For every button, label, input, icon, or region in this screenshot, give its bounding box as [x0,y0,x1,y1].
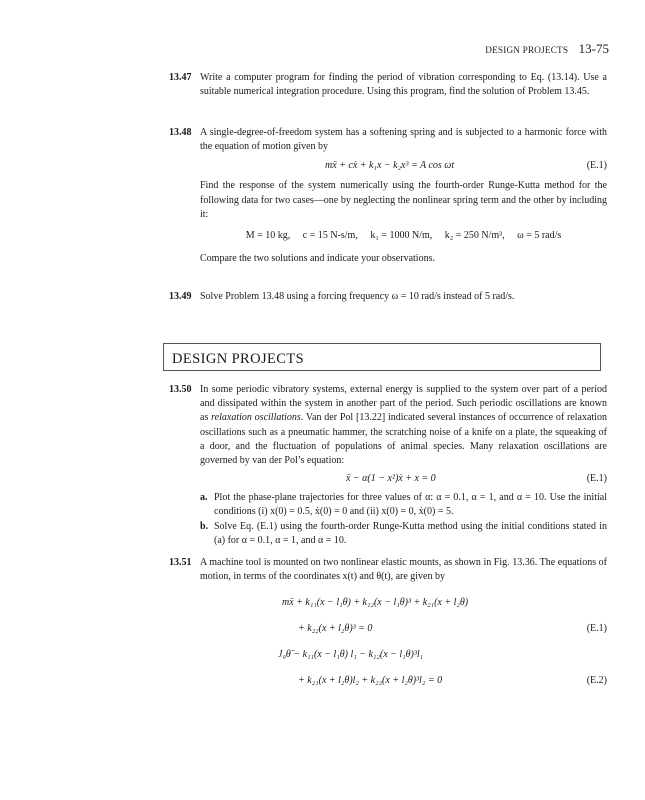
equation: mẍ + cẋ + k₁x − k₂x³ = A cos ωt [325,160,455,172]
problem-closing: Compare the two solutions and indicate your observations. [200,253,435,265]
problem-text: A machine tool is mounted on two nonlinear elastic mounts, as shown in Fig. 13.36. The equations of motion, in terms of the coordinates x(t) and θ(t), are given by [200,557,607,583]
list-item-a [200,491,607,519]
problem-number: 13.50 [169,384,192,395]
equation-1-line-1: mẍ + k₁₁(x − l₁θ) + k₁₂(x − l₁θ)³ + k₂₁(x + l₂θ) [282,597,469,609]
text-after: . Van der Pol [13.22] indicated several instances of occurrence of relaxation oscillations such as a pneumatic hammer, the scratching noise of a knife on a plate, the squeaking of a door, and the fluctuation of populations of animal species. Many relaxation oscillations are governed by van der Pol’s equation: [200,412,607,466]
problem-instructions: Find the response of the system numerically using the fourth-order Runge-Kutta method for the following data for two cases—one by neglecting the nonlinear spring term and the other by including it: [200,180,607,220]
problem-number: 13.48 [169,127,192,138]
equation-number: (E.2) [586,675,607,687]
list-text: Plot the phase-plane trajectories for three values of α: α = 0.1, α = 1, and α = 10. Use the initial conditions (i) x(0) = 0.5, ẋ(0) = 0 and (ii) x(0) = 0, ẋ(0) = 5. [214,492,607,518]
equation-row [200,472,607,487]
data-mass: M = 10 kg, [245,229,291,241]
problem-text: Write a computer program for finding the period of vibration corresponding to Eq. (13.14). Use a suitable numerical integration procedure. Using this program, find the solution of Problem 13.45. [200,72,607,98]
section-title: DESIGN PROJECTS [172,351,305,367]
equation-row [200,648,607,663]
list-item-b [200,520,607,548]
equation-2-line-2: + k₂₁(x + l₂θ)l₂ + k₂₂(x + l₂θ)³l₂ = 0 [298,675,443,687]
problem-13-48 [169,126,607,266]
equation-row [200,622,607,637]
text-before: In some periodic vibratory systems, external energy is supplied to the system over part of a period and dissipated within the system in another part of the period. Such periodic oscillations are known as [200,384,607,424]
equation-row [200,596,607,611]
page-header [0,40,609,58]
data-omega: ω = 5 rad/s [517,229,562,241]
equation-row [200,159,607,174]
problem-13-51 [169,556,607,689]
given-data [200,229,607,243]
equation-1-line-2: + k₂₂(x + l₂θ)³ = 0 [298,623,373,635]
list-marker: b. [200,520,209,532]
equation-number: (E.1) [586,473,607,485]
problem-number: 13.51 [169,557,192,568]
problem-13-50 [169,383,607,548]
problem-number: 13.49 [169,291,192,302]
section-heading-box [163,343,601,371]
data-damping: c = 15 N-s/m, [302,229,358,241]
emphasis-term: relaxation oscillations [211,412,301,424]
list-marker: a. [200,492,208,504]
problem-text [200,383,607,468]
page-number: 13-75 [578,41,609,56]
data-k1: k₁ = 1000 N/m, [370,229,433,241]
problem-number: 13.47 [169,72,192,83]
data-k2: k₂ = 250 N/m³, [444,229,505,241]
running-title: DESIGN PROJECTS [485,45,569,55]
equation: ẍ − α(1 − x²)ẋ + x = 0 [346,473,436,485]
problem-intro: A single-degree-of-freedom system has a softening spring and is subjected to a harmonic force with the equation of motion given by [200,127,607,153]
equation-2-line-1: J₀θ̈ − k₁₁(x − l₁θ) l₁ − k₁₂(x − l₁θ)³l₁ [278,649,424,661]
problem-13-47 [169,71,607,99]
equation-number: (E.1) [586,623,607,635]
equation-row [200,674,607,689]
equation-number: (E.1) [586,160,607,172]
problem-13-49 [169,290,607,304]
problem-text: Solve Problem 13.48 using a forcing frequency ω = 10 rad/s instead of 5 rad/s. [200,291,515,302]
list-text: Solve Eq. (E.1) using the fourth-order Runge-Kutta method using the initial conditions stated in (a) for α = 0.1, α = 1, and α = 10. [214,520,607,546]
